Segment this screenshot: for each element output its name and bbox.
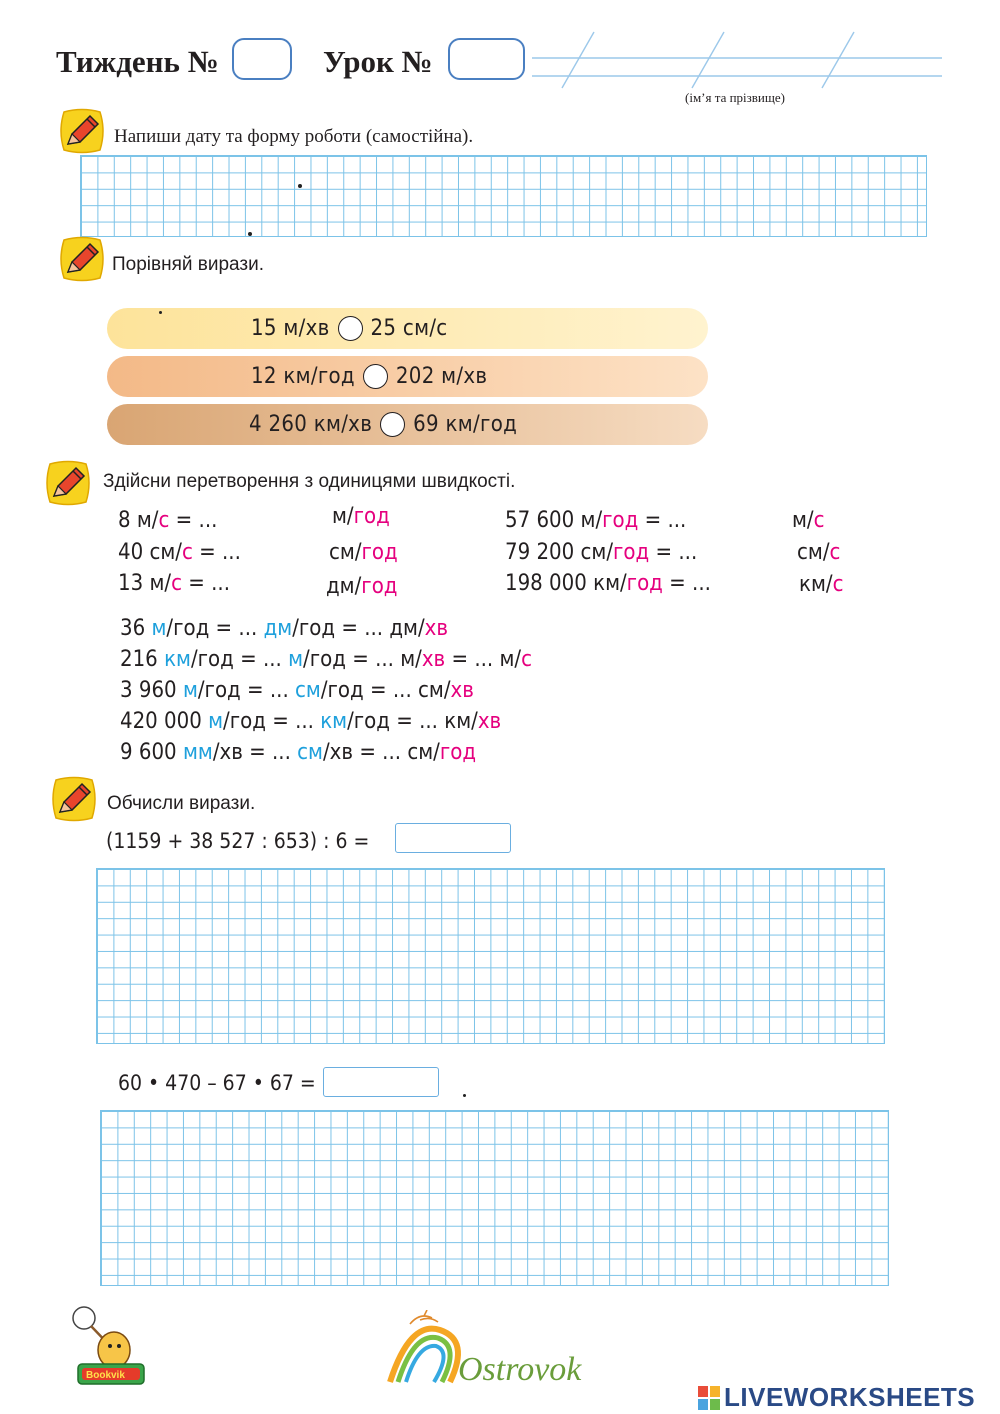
conversion-right-1-target: м/с [792,508,825,533]
task-3-text: Здійсни перетворення з одиницями швидкості. [103,471,516,492]
stray-dot [159,311,162,314]
conversion-chain-2: 216 км/год = ... м/год = ... м/хв = ... м/с [120,647,532,672]
ostrovok-logo [380,1310,600,1394]
writing-grid-2[interactable] [96,868,885,1044]
bookvik-logo [64,1302,154,1392]
conversion-left-3-target: дм/год [326,574,398,599]
conversion-right-1: 57 600 м/год = ... [505,508,687,533]
ostrovok-logo-text: Ostrovok [458,1351,582,1388]
writing-grid-1[interactable] [80,155,927,237]
pencil-icon [50,776,98,822]
name-writing-lines[interactable] [532,30,942,90]
conversion-chain-4: 420 000 м/год = ... км/год = ... км/хв [120,709,502,734]
compare-left: 4 260 км/хв [249,412,373,437]
week-number-box[interactable] [232,38,292,80]
lesson-number-box[interactable] [448,38,525,80]
answer-box-1[interactable] [395,823,511,853]
compare-left: 15 м/хв [251,316,330,341]
answer-box-2[interactable] [323,1067,439,1097]
conversion-chain-1: 36 м/год = ... дм/год = ... дм/хв [120,616,449,641]
compare-right: 25 см/с [370,316,448,341]
lesson-label: Урок № [323,44,433,79]
stray-dot [463,1094,466,1097]
compare-left: 12 км/год [251,364,355,389]
conversion-chain-3: 3 960 м/год = ... см/год = ... см/хв [120,678,474,703]
conversion-chain-5: 9 600 мм/хв = ... см/хв = ... см/год [120,740,477,765]
liveworksheets-icon [698,1386,720,1410]
pencil-icon [58,108,106,154]
conversion-left-1: 8 м/с = ... [118,508,218,533]
liveworksheets-brand: LIVEWORKSHEETS [724,1382,976,1412]
pencil-icon [44,460,92,506]
bookvik-logo-text: Bookvik [86,1370,125,1381]
compare-circle[interactable] [363,364,388,389]
conversion-left-2: 40 см/с = ... [118,540,241,565]
conversion-left-1-target: м/год [332,504,390,529]
week-label: Тиждень № [56,44,219,79]
compare-circle[interactable] [338,316,363,341]
stray-dot [248,232,252,236]
compare-row-3 [107,404,708,445]
liveworksheets-badge [698,1382,975,1413]
conversion-right-3-target: км/с [799,572,844,597]
task-2-text: Порівняй вирази. [112,254,265,275]
name-caption: (ім’я та прізвище) [685,90,785,105]
conversion-right-3: 198 000 км/год = ... [505,571,711,596]
expression-2: 60 • 470 – 67 • 67 = [118,1071,316,1095]
pencil-icon [58,236,106,282]
task-4-text: Обчисли вирази. [107,793,256,814]
task-1-text: Напиши дату та форму роботи (самостійна). [114,126,474,147]
compare-row-1 [107,308,708,349]
conversion-left-3: 13 м/с = ... [118,571,230,596]
stray-dot [298,184,302,188]
expression-1: (1159 + 38 527 : 653) : 6 = [106,829,370,853]
writing-grid-3[interactable] [100,1110,889,1286]
compare-right: 202 м/хв [395,364,488,389]
compare-row-2 [107,356,708,397]
compare-right: 69 км/год [413,412,518,437]
conversion-right-2-target: см/с [797,540,841,565]
conversion-left-2-target: см/год [329,540,398,565]
conversion-right-2: 79 200 см/год = ... [505,540,698,565]
compare-circle[interactable] [380,412,405,437]
